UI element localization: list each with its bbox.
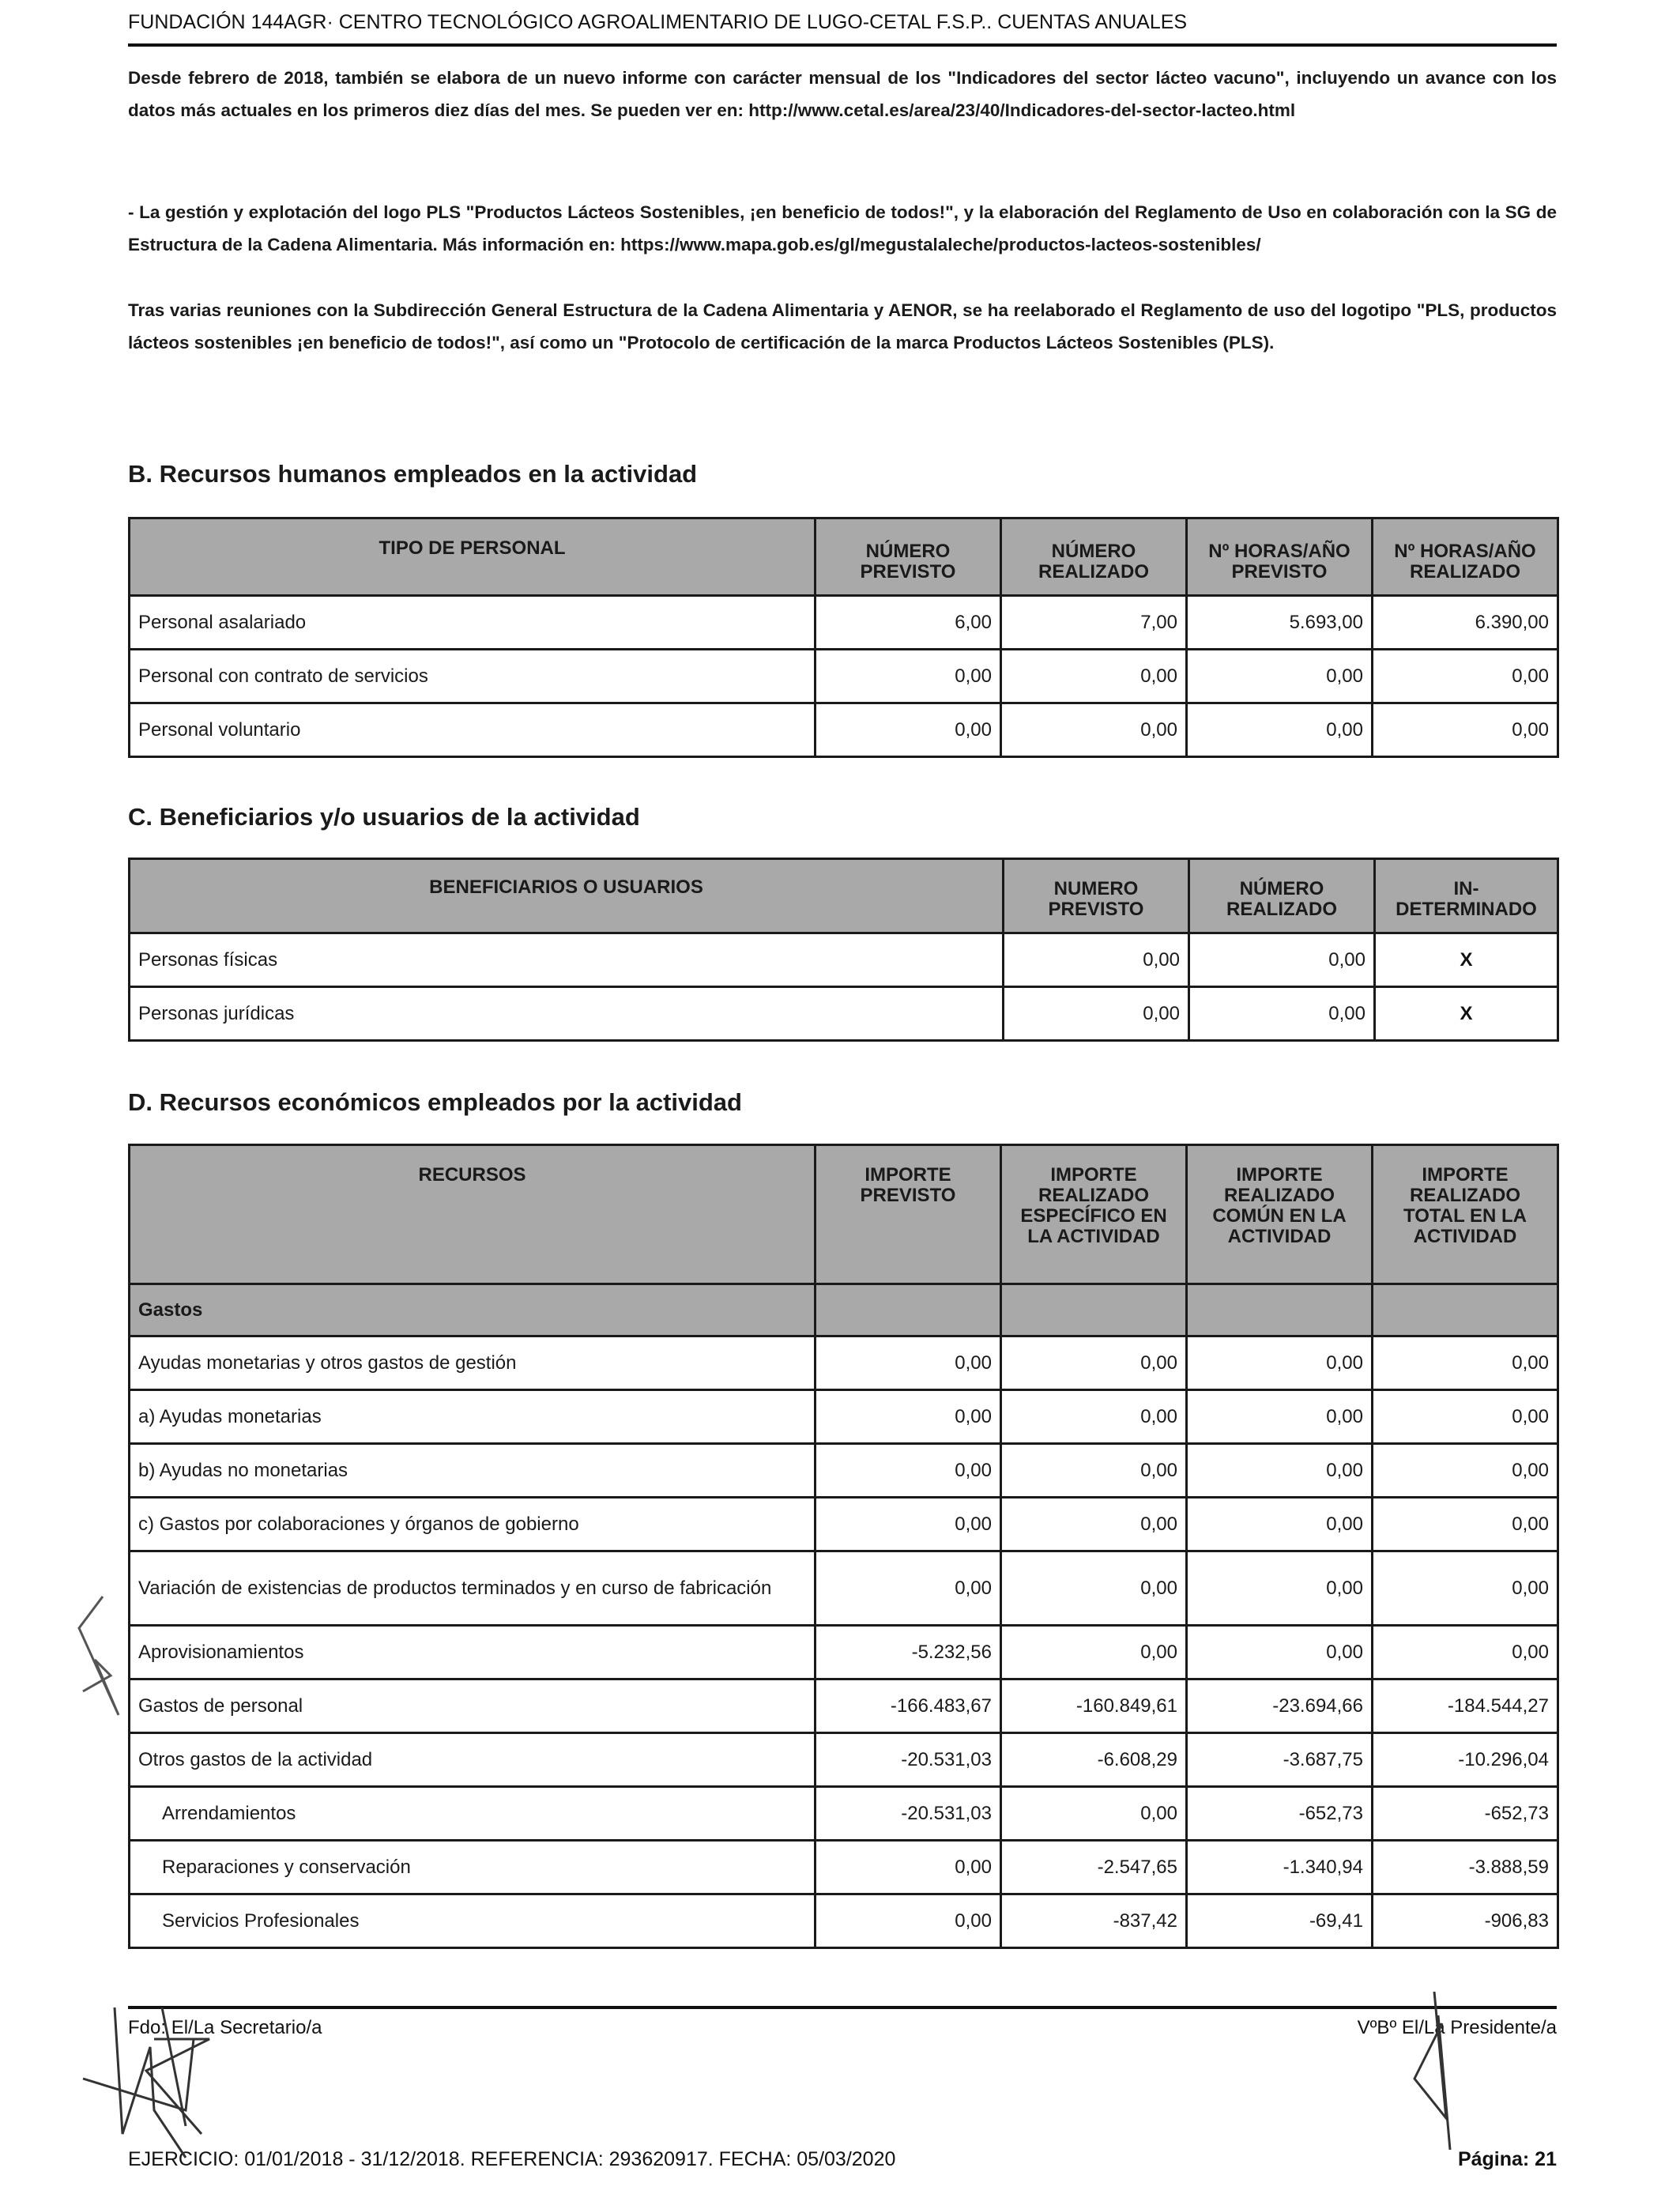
cell-value: 0,00 [1004, 933, 1189, 987]
cell-value: 0,00 [816, 1894, 1001, 1948]
table-row [130, 1841, 1558, 1894]
table-row [130, 1390, 1558, 1444]
cell-value: -69,41 [1187, 1894, 1373, 1948]
cell-value: -5.232,56 [816, 1626, 1001, 1679]
cell-value: X [1375, 933, 1558, 987]
col-header: IMPORTE PREVISTO [816, 1145, 1001, 1284]
cell-value: 0,00 [816, 1444, 1001, 1498]
header-divider [128, 43, 1557, 47]
group-row-gastos [130, 1284, 1558, 1336]
president-signature-icon [1391, 1992, 1486, 2150]
table-row [130, 1626, 1558, 1679]
table-row [130, 1894, 1558, 1948]
row-label: Personal voluntario [130, 703, 816, 757]
economic-resources-table [128, 1144, 1559, 1949]
intro-paragraph-2: - La gestión y explotación del logo PLS "Productos Lácteos Sostenibles, ¡en beneficio de todos!", y la elaboración del Reglamento de Uso en colaboración con la SG de Estructura de la Cadena Alimentaria. Más información en: https://www.mapa.gob.es/gl/megustalaleche/productos-lacteos-sostenibles/ [128, 202, 1557, 254]
cell-value: 0,00 [1187, 1498, 1373, 1551]
row-label: b) Ayudas no monetarias [130, 1444, 816, 1498]
table-header-row [130, 1145, 1558, 1284]
cell-value: 0,00 [1001, 1444, 1187, 1498]
col-header: Nº HORAS/AÑO PREVISTO [1187, 518, 1373, 596]
col-header: NÚMERO REALIZADO [1189, 859, 1375, 933]
table-row [130, 650, 1558, 703]
cell-value: 0,00 [816, 1498, 1001, 1551]
cell-value: 0,00 [1001, 1498, 1187, 1551]
cell-value: 0,00 [816, 1841, 1001, 1894]
cell-value: 0,00 [1187, 1551, 1373, 1626]
cell-value: 6,00 [816, 596, 1001, 650]
cell-value: 0,00 [816, 1551, 1001, 1626]
row-label: Gastos de personal [130, 1679, 816, 1733]
cell-value: -6.608,29 [1001, 1733, 1187, 1787]
cell-value: 0,00 [1001, 650, 1187, 703]
cell-value: -160.849,61 [1001, 1679, 1187, 1733]
empty-cell [816, 1284, 1001, 1336]
cell-value: 5.693,00 [1187, 596, 1373, 650]
table-row [130, 703, 1558, 757]
col-header: NÚMERO REALIZADO [1001, 518, 1187, 596]
cell-value: -3.687,75 [1187, 1733, 1373, 1787]
row-label: Servicios Profesionales [130, 1894, 816, 1948]
cell-value: 0,00 [1373, 1551, 1558, 1626]
cell-value: -652,73 [1187, 1787, 1373, 1841]
page-number: Página: 21 [1457, 2148, 1557, 2170]
row-label: Personal asalariado [130, 596, 816, 650]
col-header: IMPORTE REALIZADO COMÚN EN LA ACTIVIDAD [1187, 1145, 1373, 1284]
cell-value: 0,00 [1373, 1498, 1558, 1551]
col-header: IMPORTE REALIZADO TOTAL EN LA ACTIVIDAD [1373, 1145, 1558, 1284]
cell-value: -20.531,03 [816, 1787, 1001, 1841]
intro-paragraph-1: Desde febrero de 2018, también se elabora de un nuevo informe con carácter mensual de los "Indicadores del sector lácteo vacuno", incluyendo un avance con los datos más actuales en los primeros diez días del mes. Se pueden ver en: http://www.cetal.es/area/23/40/Indicadores-del-sector-lacteo.html [128, 68, 1557, 120]
cell-value: 0,00 [1001, 703, 1187, 757]
cell-value: 0,00 [1187, 1444, 1373, 1498]
cell-value: 0,00 [816, 1390, 1001, 1444]
table-row [130, 987, 1558, 1041]
cell-value: -23.694,66 [1187, 1679, 1373, 1733]
cell-value: 0,00 [1001, 1336, 1187, 1390]
document-header: FUNDACIÓN 144AGR· CENTRO TECNOLÓGICO AGROALIMENTARIO DE LUGO-CETAL F.S.P.. CUENTAS ANUALES [128, 11, 1188, 33]
human-resources-table [128, 517, 1559, 758]
cell-value: 7,00 [1001, 596, 1187, 650]
row-label: c) Gastos por colaboraciones y órganos de gobierno [130, 1498, 816, 1551]
cell-value: 6.390,00 [1373, 596, 1558, 650]
col-header: RECURSOS [130, 1145, 816, 1284]
cell-value: 0,00 [1187, 1390, 1373, 1444]
row-label: Personas físicas [130, 933, 1004, 987]
cell-value: -166.483,67 [816, 1679, 1001, 1733]
cell-value: -10.296,04 [1373, 1733, 1558, 1787]
cell-value: 0,00 [1001, 1390, 1187, 1444]
cell-value: -3.888,59 [1373, 1841, 1558, 1894]
table-row [130, 1733, 1558, 1787]
cell-value: 0,00 [1001, 1626, 1187, 1679]
row-label: Reparaciones y conservación [130, 1841, 816, 1894]
cell-value: -906,83 [1373, 1894, 1558, 1948]
col-header: Nº HORAS/AÑO REALIZADO [1373, 518, 1558, 596]
col-header: IMPORTE REALIZADO ESPECÍFICO EN LA ACTIVIDAD [1001, 1145, 1187, 1284]
empty-cell [1001, 1284, 1187, 1336]
cell-value: 0,00 [816, 703, 1001, 757]
cell-value: 0,00 [1189, 933, 1375, 987]
cell-value: 0,00 [1187, 1336, 1373, 1390]
row-label: Otros gastos de la actividad [130, 1733, 816, 1787]
table-row [130, 1336, 1558, 1390]
cell-value: -837,42 [1001, 1894, 1187, 1948]
cell-value: X [1375, 987, 1558, 1041]
cell-value: 0,00 [1004, 987, 1189, 1041]
col-header: IN- DETERMINADO [1375, 859, 1558, 933]
table-row [130, 1679, 1558, 1733]
cell-value: 0,00 [816, 1336, 1001, 1390]
table-header-row [130, 518, 1558, 596]
table-row [130, 1498, 1558, 1551]
cell-value: 0,00 [1001, 1551, 1187, 1626]
col-header: NUMERO PREVISTO [1004, 859, 1189, 933]
table-row [130, 1787, 1558, 1841]
beneficiaries-table [128, 858, 1559, 1042]
secretary-signature-label: Fdo: El/La Secretario/a [128, 2017, 322, 2038]
row-label: Arrendamientos [130, 1787, 816, 1841]
cell-value: 0,00 [816, 650, 1001, 703]
section-d-title: D. Recursos económicos empleados por la actividad [128, 1088, 742, 1116]
row-label: Aprovisionamientos [130, 1626, 816, 1679]
row-label: a) Ayudas monetarias [130, 1390, 816, 1444]
margin-initials-icon [71, 1589, 126, 1723]
group-label: Gastos [130, 1284, 816, 1336]
cell-value: 0,00 [1373, 1336, 1558, 1390]
empty-cell [1373, 1284, 1558, 1336]
cell-value: 0,00 [1373, 650, 1558, 703]
cell-value: -184.544,27 [1373, 1679, 1558, 1733]
exercise-reference: EJERCICIO: 01/01/2018 - 31/12/2018. REFERENCIA: 293620917. FECHA: 05/03/2020 [128, 2148, 896, 2170]
table-row [130, 933, 1558, 987]
cell-value: -2.547,65 [1001, 1841, 1187, 1894]
cell-value: 0,00 [1373, 1626, 1558, 1679]
cell-value: 0,00 [1373, 703, 1558, 757]
table-row [130, 1444, 1558, 1498]
row-label: Variación de existencias de productos terminados y en curso de fabricación [130, 1551, 816, 1626]
table-header-row [130, 859, 1558, 933]
section-b-title: B. Recursos humanos empleados en la actividad [128, 460, 698, 488]
cell-value: -652,73 [1373, 1787, 1558, 1841]
secretary-signature-icon [67, 1992, 257, 2166]
row-label: Personas jurídicas [130, 987, 1004, 1041]
cell-value: 0,00 [1373, 1390, 1558, 1444]
cell-value: 0,00 [1373, 1444, 1558, 1498]
row-label: Ayudas monetarias y otros gastos de gestión [130, 1336, 816, 1390]
section-c-title: C. Beneficiarios y/o usuarios de la actividad [128, 803, 640, 831]
footer-divider [128, 2006, 1557, 2009]
table-row [130, 596, 1558, 650]
president-signature-label: VºBº El/La Presidente/a [1357, 2017, 1557, 2038]
row-label: Personal con contrato de servicios [130, 650, 816, 703]
cell-value: 0,00 [1187, 650, 1373, 703]
empty-cell [1187, 1284, 1373, 1336]
table-row [130, 1551, 1558, 1626]
cell-value: 0,00 [1187, 1626, 1373, 1679]
cell-value: 0,00 [1001, 1787, 1187, 1841]
col-header: BENEFICIARIOS O USUARIOS [130, 859, 1004, 933]
cell-value: 0,00 [1187, 703, 1373, 757]
cell-value: -20.531,03 [816, 1733, 1001, 1787]
cell-value: 0,00 [1189, 987, 1375, 1041]
cell-value: -1.340,94 [1187, 1841, 1373, 1894]
intro-paragraph-3: Tras varias reuniones con la Subdirección General Estructura de la Cadena Alimentaria y AENOR, se ha reelaborado el Reglamento de uso del logotipo "PLS, productos lácteos sostenibles ¡en beneficio de todos!", así como un "Protocolo de certificación de la marca Productos Lácteos Sostenibles (PLS). [128, 300, 1557, 352]
col-header: TIPO DE PERSONAL [130, 518, 816, 596]
col-header: NÚMERO PREVISTO [816, 518, 1001, 596]
